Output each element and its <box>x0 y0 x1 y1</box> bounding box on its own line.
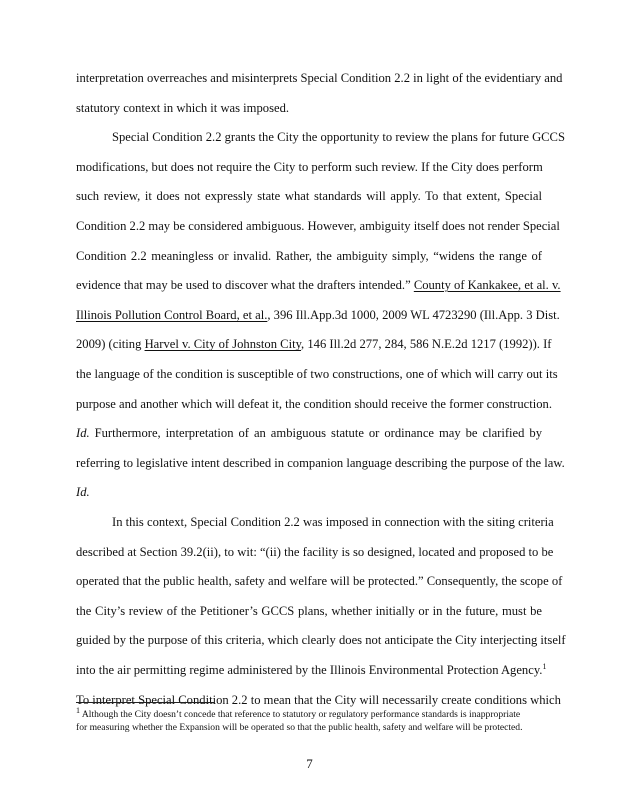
footnote-reference[interactable]: 1 <box>542 661 547 671</box>
body-text-line: Id. Furthermore, interpretation of an ambiguous statute or ordinance may be clarified by <box>76 426 542 441</box>
body-text-line: into the air permitting regime administered by the Illinois Environmental Protection Agency.$^1$ <box>76 661 547 677</box>
body-text-line <box>76 485 542 500</box>
body-text-line: statutory context in which it was imposed. <box>76 100 290 115</box>
body-text-line: Condition 2.2 meaningless or invalid. Rather, the ambiguity simply, “widens the range of <box>76 248 542 263</box>
body-text-line: purpose and another which will defeat it, the condition should receive the former construction. <box>76 396 552 411</box>
body-text-line: referring to legislative intent described in companion language describing the purpose of the law. <box>76 455 565 470</box>
body-text-line: the City’s review of the Petitioner’s GCCS plans, whether initially or in the future, must be <box>76 603 542 618</box>
citation-id: Id. <box>76 485 90 500</box>
case-citation: County of Kankakee, et al. v. <box>413 278 561 293</box>
body-text-line: operated that the public health, safety and welfare will be protected.” Consequently, the scope of <box>76 574 563 589</box>
body-text-line: such review, it does not expressly state what standards will apply. To that extent, Special <box>76 189 542 204</box>
body-text-line: modifications, but does not require the City to perform such review. If the City does perform <box>76 159 543 174</box>
footnote-line: $^1$ Although the City doesn’t concede that reference to statutory or regulatory performance standards is inappropriate <box>76 705 521 720</box>
case-citation: Harvel v. City of Johnston City <box>144 337 302 352</box>
body-text-line: interpretation overreaches and misinterprets Special Condition 2.2 in light of the evidentiary and <box>76 71 563 85</box>
body-text-line: Special Condition 2.2 grants the City the opportunity to review the plans for future GCCS <box>112 130 565 145</box>
body-text-line: 2009) (citing Harvel v. City of Johnston City, 146 Ill.2d 277, 284, 586 N.E.2d 1217 (1992)). If <box>76 337 552 352</box>
body-text-line: To interpret Special Condition 2.2 to mean that the City will necessarily create conditions which <box>76 692 561 707</box>
footnote-marker: 1 <box>76 705 80 715</box>
footnote-line: for measuring whether the Expansion will be operated so that the public health, safety and welfare will be protected. <box>76 722 523 733</box>
case-citation: Illinois Pollution Control Board, et al. <box>76 307 268 322</box>
body-text-line: guided by the purpose of this criteria, which clearly does not anticipate the City interjecting itself <box>76 633 566 648</box>
citation-id: Id. <box>76 426 90 441</box>
page-number: 7 <box>306 756 313 771</box>
body-text-line: the language of the condition is susceptible of two constructions, one of which will carry out its <box>76 367 558 381</box>
body-text-line: evidence that may be used to discover what the drafters intended.” County of Kankakee, et al. v. <box>76 278 561 293</box>
body-text-line: described at Section 39.2(ii), to wit: “(ii) the facility is so designed, located and proposed to be <box>76 544 554 559</box>
footnote-divider <box>76 702 214 703</box>
body-text-line: In this context, Special Condition 2.2 was imposed in connection with the siting criteria <box>112 515 554 529</box>
body-text-line: Illinois Pollution Control Board, et al., 396 Ill.App.3d 1000, 2009 WL 4723290 (Ill.App. 3 Dist. <box>76 307 560 322</box>
body-text-line: Condition 2.2 may be considered ambiguous. However, ambiguity itself does not render Special <box>76 219 560 233</box>
